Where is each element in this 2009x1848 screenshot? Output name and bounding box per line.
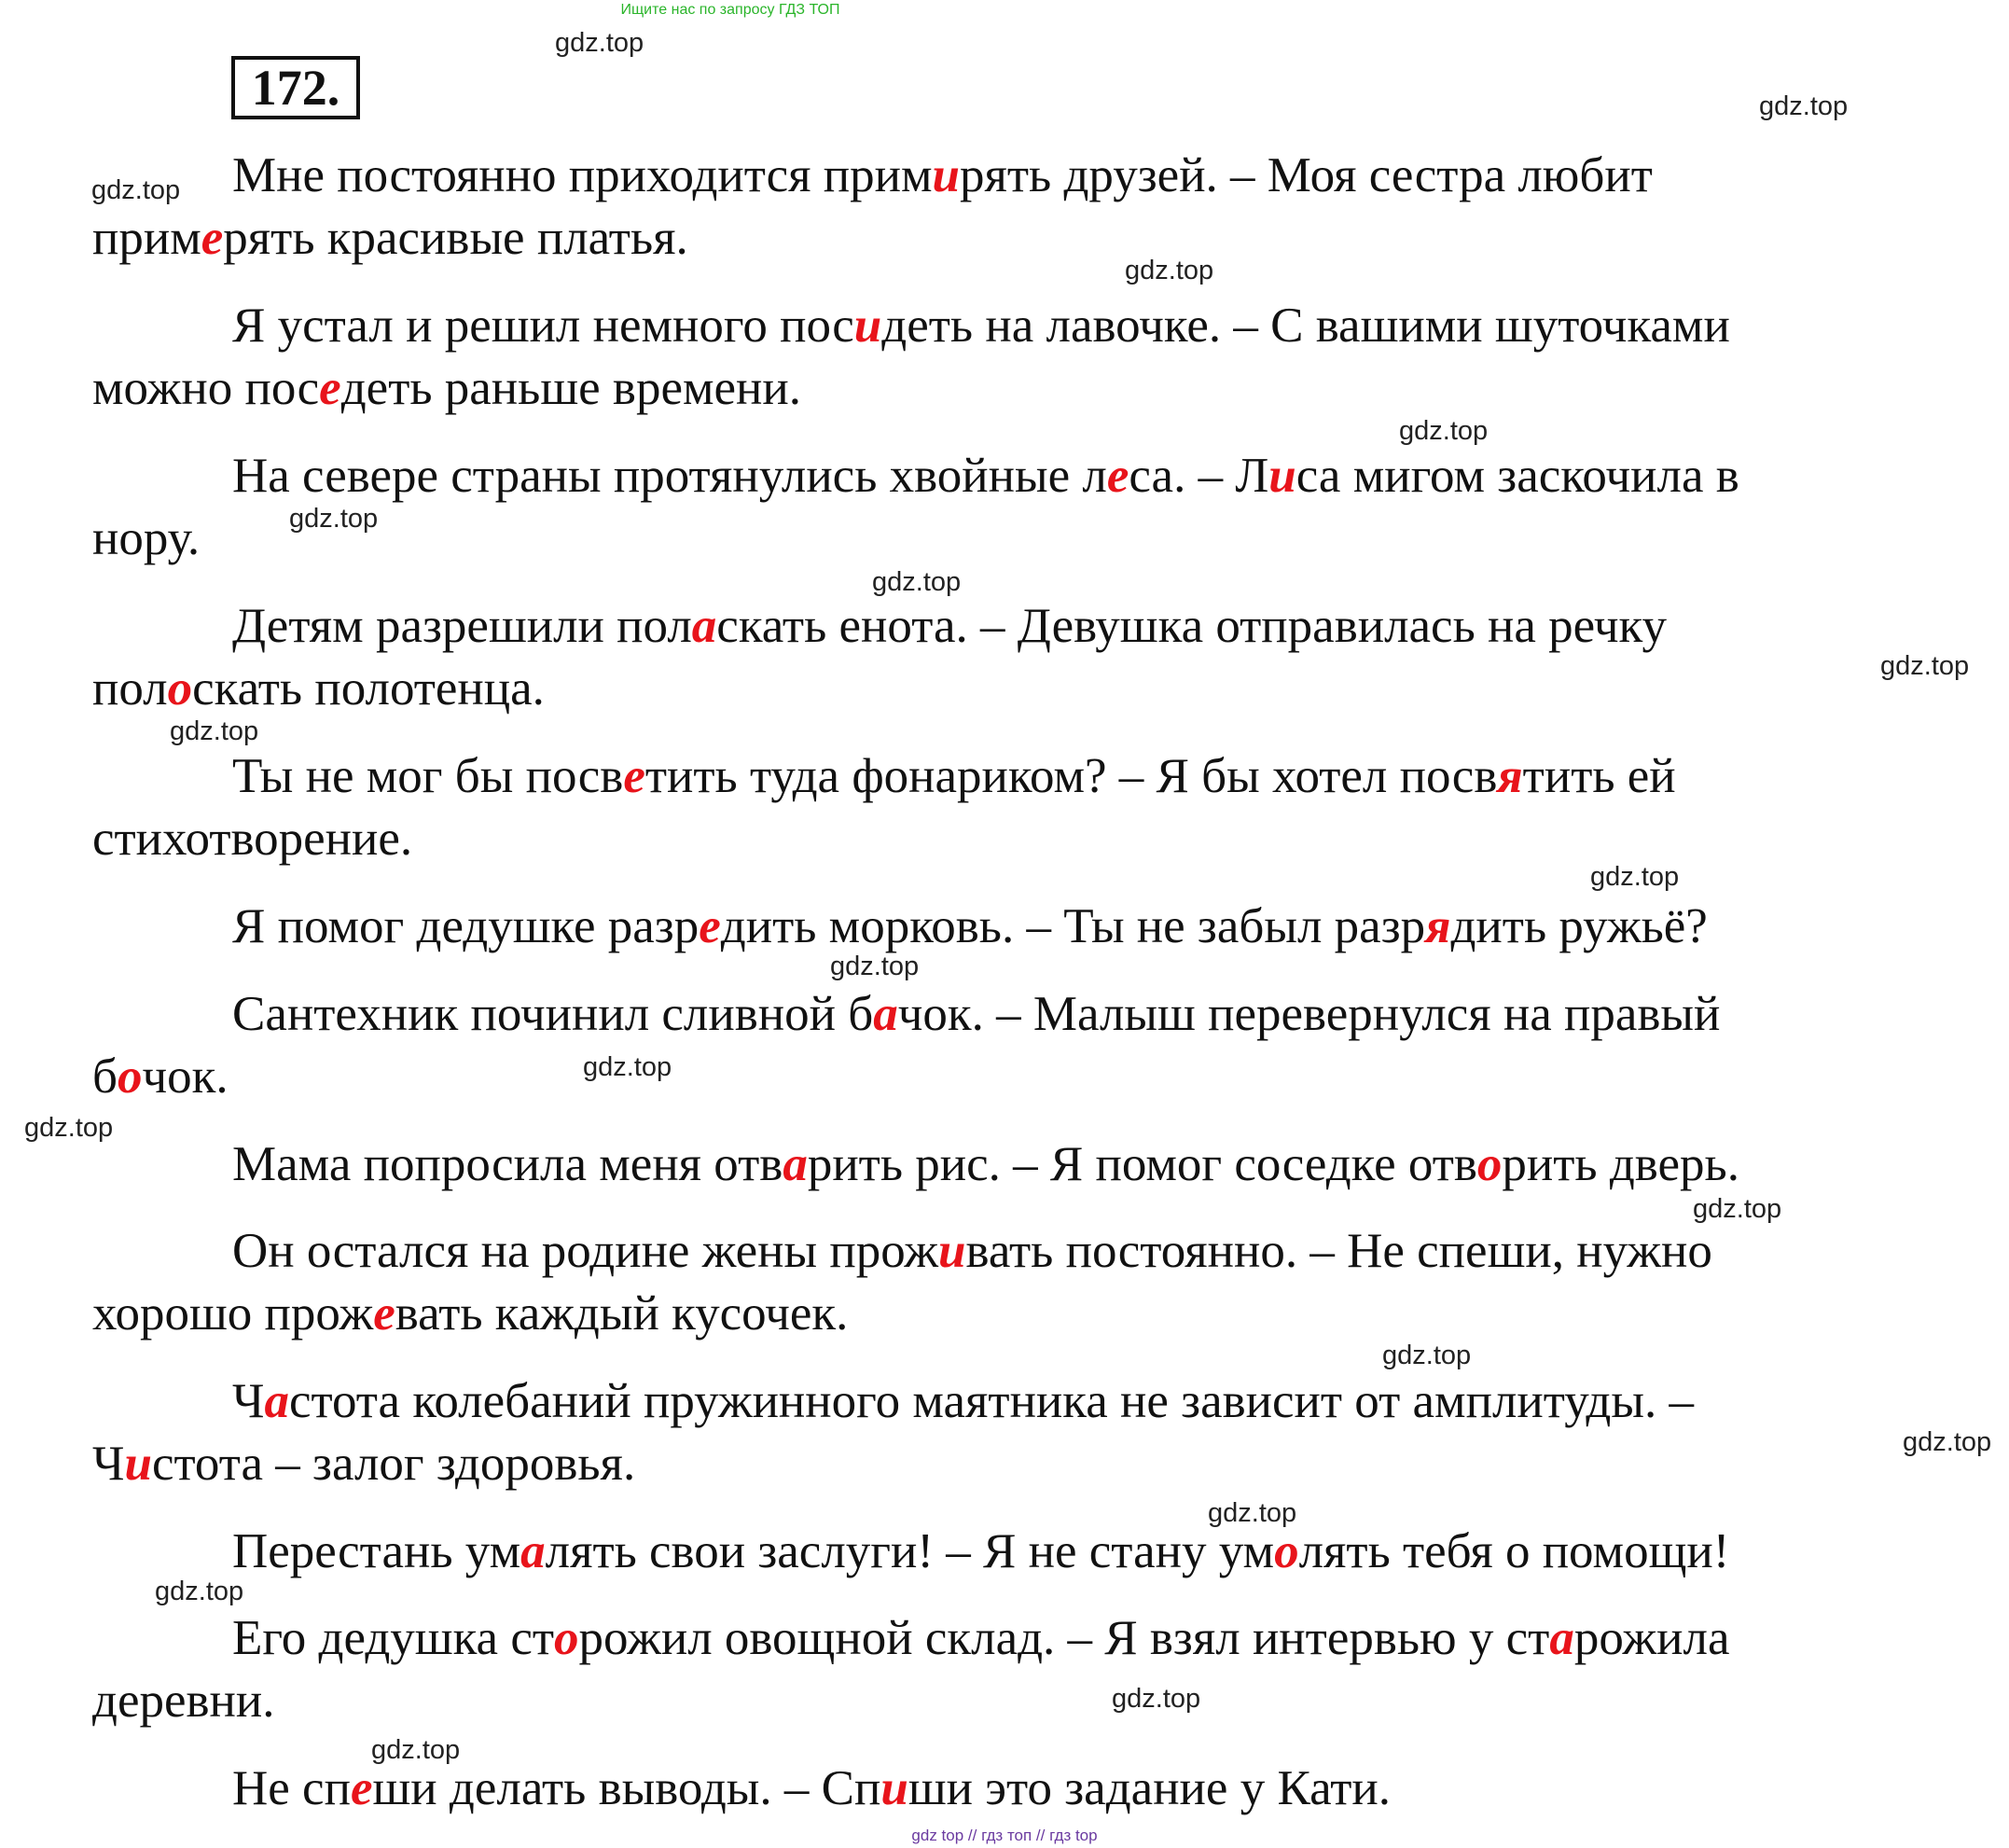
watermark: gdz.top — [170, 716, 259, 746]
watermark: gdz.top — [1759, 91, 1849, 121]
watermark: gdz.top — [1208, 1498, 1297, 1528]
highlighted-vowel: е — [201, 211, 224, 265]
sentence-pair — [92, 145, 1920, 270]
sentence-line — [92, 1283, 1920, 1345]
text-segment: деть раньше времени. — [340, 361, 802, 415]
sentence-line — [92, 658, 1920, 720]
sentence-line — [92, 1607, 1920, 1670]
text-segment: дить морковь. – Ты не забыл разр — [720, 899, 1426, 953]
text-segment: скать енота. – Девушка отправилась на речку — [716, 599, 1667, 653]
highlighted-vowel: и — [124, 1437, 152, 1491]
text-segment: скать полотенца. — [192, 661, 545, 716]
sentence-line — [92, 145, 1920, 207]
highlighted-vowel: е — [1106, 449, 1129, 503]
sentence-line — [92, 1433, 1920, 1495]
sentence-line — [92, 1133, 1920, 1196]
text-segment: ши делать выводы. – Сп — [372, 1761, 881, 1815]
text-segment: вать постоянно. – Не спеши, нужно — [965, 1224, 1712, 1278]
highlighted-vowel: е — [699, 899, 721, 953]
text-segment: стота – залог здоровья. — [151, 1437, 636, 1491]
text-segment: лять свои заслуги! – Я не стану ум — [545, 1524, 1275, 1578]
sentence-line — [92, 1370, 1920, 1433]
text-segment: Ты не мог бы посв — [232, 749, 624, 803]
sentence-pair — [92, 896, 1920, 958]
text-segment: тить ей — [1522, 749, 1676, 803]
highlighted-vowel: а — [691, 599, 717, 653]
text-segment: са. – Л — [1129, 449, 1269, 503]
sentence-pair — [92, 1607, 1920, 1732]
highlighted-vowel: о — [1476, 1137, 1503, 1191]
highlighted-vowel: и — [880, 1761, 908, 1815]
watermark: gdz.top — [1399, 416, 1489, 446]
text-segment: стихотворение. — [92, 812, 413, 866]
sentence-line — [92, 295, 1920, 357]
text-segment: б — [92, 1049, 118, 1104]
text-segment: Его дедушка ст — [232, 1611, 555, 1665]
text-segment: Сантехник починил сливной б — [232, 987, 874, 1041]
text-segment: Детям разрешили пол — [232, 599, 692, 653]
sentence-pair — [92, 983, 1920, 1108]
search-hint: Ищите нас по запросу ГДЗ ТОП — [620, 2, 840, 18]
highlighted-vowel: о — [1274, 1524, 1299, 1578]
text-segment: прим — [92, 211, 201, 265]
watermark: gdz.top — [1382, 1341, 1472, 1370]
sentence-line — [92, 507, 1920, 570]
text-segment: чок. — [142, 1049, 229, 1104]
sentence-pair — [92, 1370, 1920, 1495]
text-segment: Мама попросила меня отв — [232, 1137, 783, 1191]
watermark: gdz.top — [1903, 1427, 1992, 1457]
sentence-line — [92, 445, 1920, 507]
text-segment: Ч — [92, 1437, 125, 1491]
highlighted-vowel: а — [520, 1524, 546, 1578]
watermark: gdz.top — [1112, 1684, 1201, 1714]
text-segment: Не сп — [232, 1761, 351, 1815]
highlighted-vowel: а — [783, 1137, 808, 1191]
watermark: gdz.top — [1125, 256, 1214, 285]
footer-watermark: gdz top // гдз топ // гдз top — [911, 1827, 1098, 1844]
sentence-line — [92, 595, 1920, 658]
highlighted-vowel: я — [1497, 749, 1523, 803]
text-segment: рять красивые платья. — [223, 211, 688, 265]
text-segment: Я устал и решил немного пос — [232, 299, 854, 353]
watermark: gdz.top — [1693, 1194, 1782, 1224]
text-segment: пол — [92, 661, 168, 716]
text-segment: Мне постоянно приходится прим — [232, 148, 933, 202]
watermark: gdz.top — [24, 1113, 114, 1143]
text-segment: Я помог дедушке разр — [232, 899, 700, 953]
highlighted-vowel: и — [932, 148, 960, 202]
text-segment: Перестань ум — [232, 1524, 521, 1578]
highlighted-vowel: а — [264, 1374, 289, 1428]
highlighted-vowel: а — [873, 987, 898, 1041]
highlighted-vowel: о — [167, 661, 193, 716]
text-segment: рожил овощной склад. – Я взял интервью у ст — [578, 1611, 1550, 1665]
text-segment: чок. – Малыш перевернулся на правый — [897, 987, 1721, 1041]
highlighted-vowel: и — [853, 299, 882, 353]
text-segment: дить ружьё? — [1450, 899, 1708, 953]
text-segment: Ч — [232, 1374, 265, 1428]
text-segment: деть на лавочке. – С вашими шуточками — [881, 299, 1730, 353]
sentence-line — [92, 808, 1920, 870]
sentence-line — [92, 1046, 1920, 1108]
watermark: gdz.top — [872, 567, 962, 597]
task-number: 172. — [231, 56, 360, 119]
watermark: gdz.top — [830, 952, 920, 981]
sentence-pair — [92, 1220, 1920, 1345]
text-segment: деревни. — [92, 1674, 275, 1728]
sentence-line — [92, 1758, 1920, 1820]
highlighted-vowel: а — [1549, 1611, 1574, 1665]
sentence-pair — [92, 445, 1920, 570]
highlighted-vowel: и — [1268, 449, 1296, 503]
text-segment: хорошо прож — [92, 1286, 374, 1341]
watermark: gdz.top — [583, 1052, 672, 1082]
sentence-line — [92, 1670, 1920, 1732]
watermark: gdz.top — [555, 28, 644, 58]
sentence-line — [92, 983, 1920, 1046]
sentence-pair — [92, 295, 1920, 420]
text-segment: рить дверь. — [1502, 1137, 1739, 1191]
highlighted-vowel: и — [938, 1224, 966, 1278]
text-segment: можно пос — [92, 361, 320, 415]
watermark: gdz.top — [289, 504, 379, 534]
watermark: gdz.top — [155, 1577, 244, 1606]
highlighted-vowel: о — [117, 1049, 143, 1104]
watermark: gdz.top — [91, 175, 181, 205]
highlighted-vowel: е — [350, 1761, 373, 1815]
highlighted-vowel: е — [373, 1286, 395, 1341]
text-segment: ши это задание у Кати. — [908, 1761, 1392, 1815]
sentence-line — [92, 745, 1920, 808]
highlighted-vowel: я — [1425, 899, 1451, 953]
sentence-line — [92, 896, 1920, 958]
text-segment: На севере страны протянулись хвойные л — [232, 449, 1107, 503]
text-segment: са мигом заскочила в — [1295, 449, 1739, 503]
text-segment: рожила — [1573, 1611, 1730, 1665]
sentence-pair — [92, 1521, 1920, 1583]
sentence-line — [92, 1521, 1920, 1583]
sentence-line — [92, 357, 1920, 420]
sentence-pair — [92, 1133, 1920, 1196]
watermark: gdz.top — [371, 1735, 461, 1765]
text-segment: Он остался на родине жены прож — [232, 1224, 939, 1278]
watermark: gdz.top — [1590, 862, 1680, 892]
sentence-pair — [92, 1758, 1920, 1820]
sentence-line — [92, 1220, 1920, 1283]
text-segment: нору. — [92, 511, 201, 565]
highlighted-vowel: е — [319, 361, 341, 415]
text-segment: тить туда фонариком? – Я бы хотел посв — [644, 749, 1498, 803]
watermark: gdz.top — [1880, 651, 1970, 681]
text-segment: стота колебаний пружинного маятника не зависит от амплитуды. – — [288, 1374, 1694, 1428]
highlighted-vowel: о — [554, 1611, 579, 1665]
sentence-line — [92, 207, 1920, 270]
text-segment: вать каждый кусочек. — [395, 1286, 849, 1341]
sentence-pair — [92, 745, 1920, 870]
text-segment: рять друзей. – Моя сестра любит — [960, 148, 1653, 202]
sentence-pair — [92, 595, 1920, 720]
highlighted-vowel: е — [623, 749, 645, 803]
text-segment: рить рис. – Я помог соседке отв — [807, 1137, 1477, 1191]
text-segment: лять тебя о помощи! — [1298, 1524, 1730, 1578]
